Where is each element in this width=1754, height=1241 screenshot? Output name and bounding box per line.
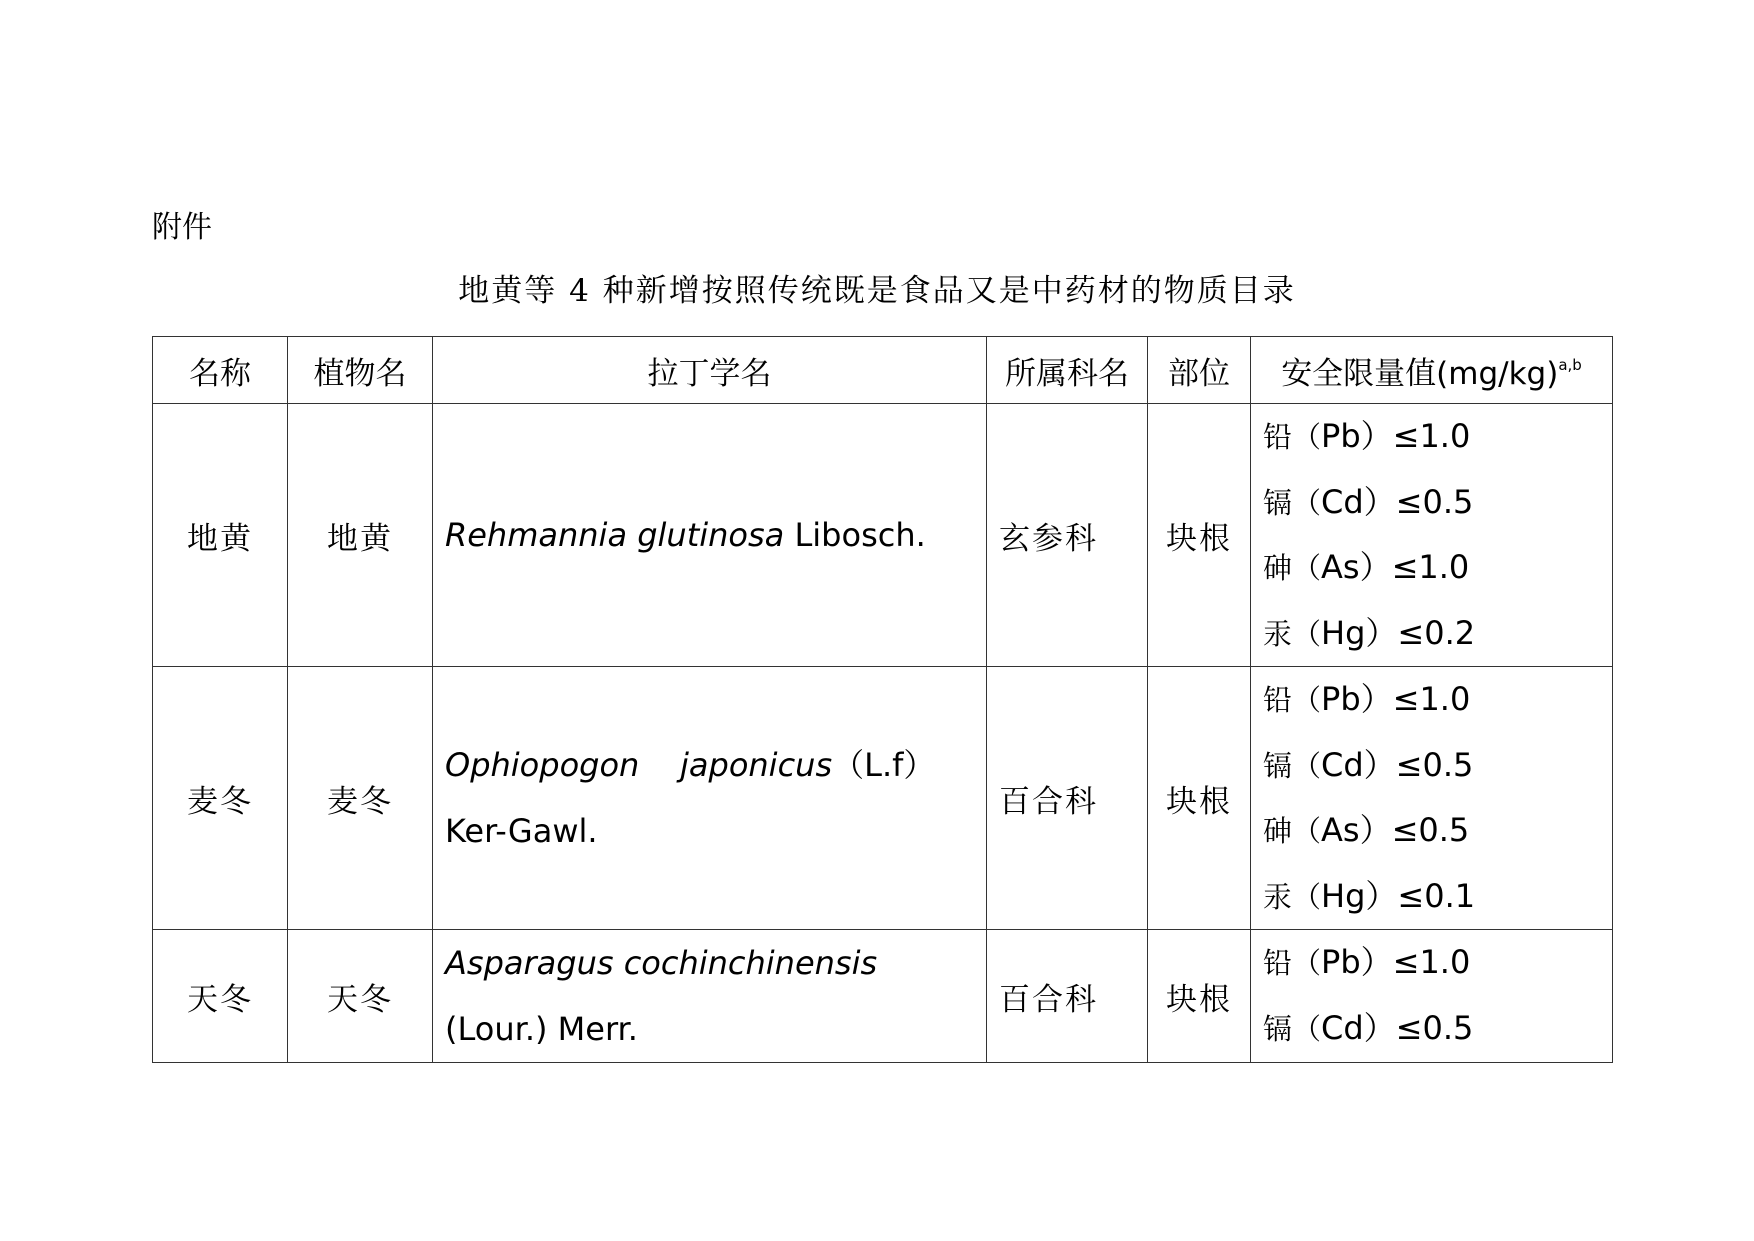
header-part: 部位	[1148, 337, 1251, 404]
limit-value: Cd）≤0.5	[1321, 745, 1474, 784]
cell-latin-name	[433, 930, 987, 1063]
limit-element: 镉（	[1263, 748, 1322, 783]
limit-item	[1263, 798, 1612, 864]
cell-name: 麦冬	[153, 667, 288, 930]
limit-element: 铅（	[1263, 683, 1322, 717]
limit-element: 砷（	[1263, 814, 1322, 848]
limit-value: Pb）≤1.0	[1321, 680, 1471, 718]
limit-element: 铅（	[1263, 420, 1322, 454]
header-limit-footnote: a,b	[1558, 355, 1582, 374]
cell-plant-name: 地黄	[288, 404, 433, 667]
cell-part: 块根	[1148, 667, 1251, 930]
header-family: 所属科名	[987, 337, 1148, 404]
cell-part: 块根	[1148, 404, 1251, 667]
limit-item	[1263, 404, 1612, 470]
header-name: 名称	[153, 337, 288, 404]
limit-element: 汞（	[1263, 879, 1322, 914]
latin-italic: Rehmannia glutinosa	[445, 516, 785, 554]
cell-part: 块根	[1148, 930, 1251, 1063]
document-title: 地黄等 4 种新增按照传统既是食品又是中药材的物质目录	[458, 273, 1296, 309]
header-latin-name: 拉丁学名	[433, 337, 987, 404]
table-row	[153, 930, 1613, 1063]
cell-plant-name: 麦冬	[288, 667, 433, 930]
limit-value: As）≤0.5	[1321, 811, 1470, 849]
limit-item	[1263, 470, 1612, 536]
cell-latin-name	[433, 404, 987, 667]
cell-name: 天冬	[153, 930, 288, 1063]
limit-element: 镉（	[1263, 1011, 1322, 1046]
limit-item	[1263, 601, 1612, 667]
cell-family: 玄参科	[987, 404, 1148, 667]
cell-limits	[1251, 667, 1613, 930]
latin-author: Libosch.	[784, 516, 926, 554]
limit-element: 铅（	[1263, 946, 1322, 980]
table-row	[153, 667, 1613, 930]
limit-value: Cd）≤0.5	[1321, 1008, 1474, 1047]
limit-value: Pb）≤1.0	[1321, 417, 1471, 455]
substance-table	[152, 336, 1613, 1063]
table-row	[153, 404, 1613, 667]
header-plant-name: 植物名	[288, 337, 433, 404]
latin-line-1	[445, 930, 986, 996]
cell-limits	[1251, 404, 1613, 667]
limit-element: 汞（	[1263, 616, 1322, 651]
latin-line-2: (Lour.) Merr.	[445, 1010, 638, 1048]
latin-author: （L.f）	[832, 746, 936, 784]
limit-item	[1263, 864, 1612, 930]
attachment-label: 附件	[152, 210, 212, 245]
limit-value: Cd）≤0.5	[1321, 482, 1474, 521]
limit-element: 镉（	[1263, 485, 1322, 520]
cell-limits	[1251, 930, 1613, 1063]
table-header-row	[153, 337, 1613, 404]
limit-item	[1263, 930, 1612, 996]
limit-item	[1263, 996, 1612, 1062]
latin-italic: Ophiopogon japonicus	[445, 746, 833, 784]
limit-value: Hg）≤0.1	[1321, 876, 1476, 915]
limit-element: 砷（	[1263, 551, 1322, 585]
limit-value: As）≤1.0	[1321, 548, 1470, 586]
limit-value: Hg）≤0.2	[1321, 613, 1476, 652]
cell-latin-name	[433, 667, 987, 930]
cell-name: 地黄	[153, 404, 288, 667]
latin-line-2: Ker-Gawl.	[445, 812, 598, 850]
header-limit-label: 安全限量值(mg/kg)	[1281, 355, 1559, 392]
cell-family: 百合科	[987, 667, 1148, 930]
limit-value: Pb）≤1.0	[1321, 943, 1471, 981]
latin-italic: Asparagus cochinchinensis	[445, 944, 878, 982]
cell-plant-name: 天冬	[288, 930, 433, 1063]
cell-family: 百合科	[987, 930, 1148, 1063]
header-limit	[1251, 337, 1613, 404]
limit-item	[1263, 535, 1612, 601]
limit-item	[1263, 733, 1612, 799]
limit-item	[1263, 667, 1612, 733]
latin-line-1	[445, 732, 986, 798]
